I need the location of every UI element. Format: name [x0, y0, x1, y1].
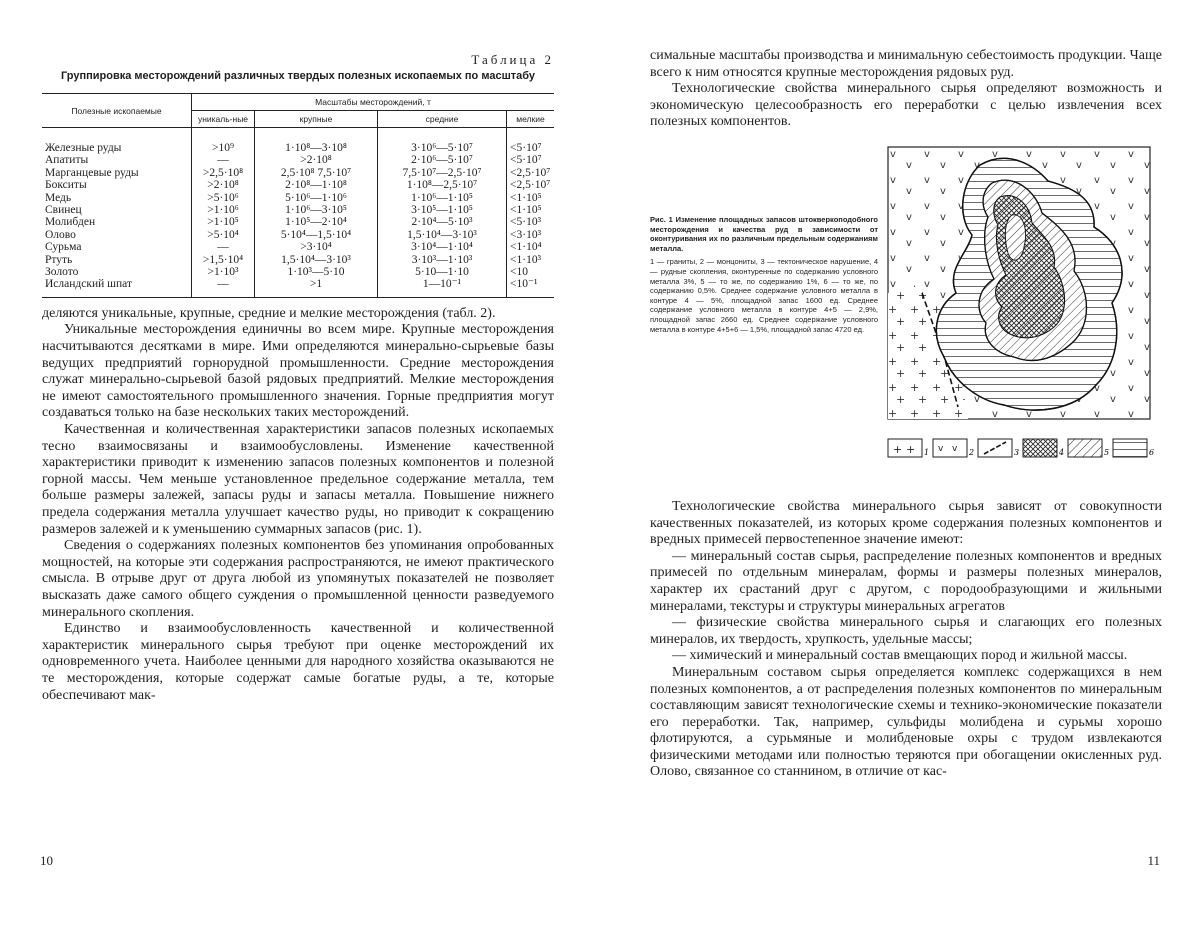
table-row	[42, 128, 554, 155]
small-cell: <1·10⁵	[510, 204, 542, 217]
small-cell: <1·10⁴	[510, 241, 542, 254]
header-small: мелкие	[507, 111, 555, 128]
mineral-cell: Ртуть	[42, 254, 192, 266]
right-page	[600, 0, 1200, 925]
large-cell: 1·10³—5·10	[255, 266, 378, 278]
small-cell: <10⁻¹	[507, 278, 555, 297]
table-row	[42, 216, 554, 228]
table-row	[42, 278, 554, 297]
paragraph: — химический и минеральный состав вмещающих пород и жильной массы.	[672, 648, 1128, 664]
medium-cell: 3·10⁵—1·10⁵	[378, 204, 507, 216]
medium-cell: 3·10⁶—5·10⁷	[378, 128, 507, 155]
medium-cell: 2·10⁴—5·10³	[378, 216, 507, 228]
large-cell: 1·10⁸—3·10⁸	[255, 128, 378, 155]
figure-caption	[650, 143, 878, 473]
medium-cell: 7,5·10⁷—2,5·10⁷	[378, 167, 507, 179]
left-body-text	[42, 306, 554, 704]
large-cell: >2·10⁸	[255, 154, 378, 166]
large-cell: >1	[255, 278, 378, 297]
table-title: Группировка месторождений различных твердых полезных ископаемых по масштабу	[60, 70, 536, 82]
table-row	[42, 154, 554, 166]
mineral-cell: Медь	[42, 192, 192, 204]
table-row	[42, 241, 554, 253]
legend-swatch-fault	[978, 439, 1012, 457]
table-label: Таблица 2	[471, 52, 554, 67]
unique-cell: >1·10⁵	[192, 216, 255, 228]
figure-legend	[888, 439, 1154, 457]
legend-label-4: 4	[1059, 447, 1065, 457]
figure-caption-legend: 1 — граниты, 2 — монцониты, 3 — тектоническое нарушение, 4 — рудные скопления, оконтуренные по содержанию условного металла 3%, 5 — то же, по содержанию 1%, 6 — то же, по содержанию 0,5%. Среднее содержание условного металла в контуре 4 — 5%, площадной запас 1600 ед. Среднее содержание условного металла в контуре 4+5 — 2,9%, площадной запас 2660 ед. Среднее содержание условного металла в контуре 4+5+6 — 1,5%, площадной запас 4720 ед.	[650, 257, 878, 334]
unique-cell: >1,5·10⁴	[192, 254, 255, 266]
svg-text:v: v	[952, 443, 958, 454]
paragraph: — минеральный состав сырья, распределение полезных компонентов и вредных примесей по отдельным минералам, формы и размеры полезных минералов, характер их срастаний друг с другом, с породообразующими и жильными минералами, текстуры и структуры минеральных агрегатов	[650, 548, 1162, 614]
small-cell: <2,5·10⁷	[510, 166, 551, 179]
medium-cell: 1,5·10⁴—3·10³	[378, 229, 507, 241]
legend-swatch-0-5-percent	[1113, 439, 1147, 457]
mineral-cell: Бокситы	[42, 179, 192, 191]
unique-cell: —	[192, 241, 255, 253]
header-scale-group: Масштабы месторождений, т	[192, 94, 555, 111]
mineral-cell: Апатиты	[42, 154, 192, 166]
page-number-left: 10	[40, 853, 53, 868]
large-cell: 5·10⁴—1,5·10⁴	[255, 229, 378, 241]
legend-label-1: 1	[924, 447, 930, 457]
unique-cell: >2,5·10⁸	[192, 167, 255, 179]
unique-cell: >1·10⁶	[192, 204, 255, 216]
unique-cell: >10⁹	[192, 128, 255, 155]
paragraph: Качественная и количественная характеристики запасов полезных ископаемых тесно взаимосвязаны и взаимообусловлены. Изменение качественной характеристики приводит к изменению запасов полезных компонентов и полезной горной массы. Чем меньше установленное предельное содержание металла, тем больше размеры залежей, запасы руды и запасы металла. Повышение нижнего предела содержания металла улучшает качество руды, но приводит к сокращению размеров залежей и к уменьшению суммарных запасов (рис. 1).	[42, 422, 554, 537]
small-cell: <2,5·10⁷	[510, 179, 551, 192]
small-cell: <3·10³	[510, 228, 542, 241]
legend-label-2: 2	[969, 447, 975, 457]
legend-swatch-1-percent	[1068, 439, 1102, 457]
page-number-right: 11	[1147, 853, 1160, 868]
unique-cell: >5·10⁶	[192, 192, 255, 204]
medium-cell: 3·10⁴—1·10⁴	[378, 241, 507, 253]
mineral-cell: Марганцевые руды	[42, 167, 192, 179]
legend-label-5: 5	[1104, 447, 1110, 457]
svg-text:+: +	[906, 442, 916, 456]
table-row	[42, 229, 554, 241]
table-row	[42, 167, 554, 179]
header-mineral: Полезные ископаемые	[42, 94, 192, 128]
mineral-cell: Железные руды	[42, 128, 192, 155]
paragraph: Уникальные месторождения единичны во всем мире. Крупные месторождения насчитываются десятками в мире. Ими определяются минерально-сырьевые базы ведущих предприятий горнорудной промышленности. Средние месторождения служат минерально-сырьевой базой рядовых предприятий. Мелкие месторождения не имеют самостоятельного промышленного значения. Горные предприятия могут создаваться только на базе нескольких таких месторождений.	[42, 322, 554, 421]
unique-cell: >1·10³	[192, 266, 255, 278]
figure-1	[650, 143, 1162, 473]
large-cell: >3·10⁴	[255, 241, 378, 253]
medium-cell: 1—10⁻¹	[378, 278, 507, 297]
small-cell: <1·10³	[510, 253, 542, 266]
figure-caption-title: Рис. 1 Изменение площадных запасов штокверкоподобного месторождения и качества руд в зависимости от оконтуривания их по различным предельным содержаниям металла.	[650, 214, 878, 253]
large-cell: 1·10⁵—2·10⁴	[255, 216, 378, 228]
svg-text:v: v	[938, 443, 944, 454]
large-cell: 1,5·10⁴—3·10³	[255, 254, 378, 266]
unique-cell: —	[192, 278, 255, 297]
table-row	[42, 204, 554, 216]
legend-label-6: 6	[1149, 447, 1155, 457]
table-row	[42, 266, 554, 278]
small-cell: <1·10⁵	[510, 191, 542, 204]
paragraph: Технологические свойства минерального сырья определяют возможность и экономическую целесообразность его переработки с целью извлечения всех полезных компонентов.	[650, 81, 1162, 130]
legend-swatch-3-percent	[1023, 439, 1057, 457]
mineral-cell: Золото	[42, 266, 192, 278]
deposit-scale-table	[42, 93, 554, 298]
header-unique: уникаль-ные	[192, 111, 255, 128]
deposit-contour-diagram	[884, 143, 1160, 473]
mineral-cell: Сурьма	[42, 241, 192, 253]
large-cell: 1·10⁶—3·10⁵	[255, 204, 378, 216]
header-large: крупные	[255, 111, 378, 128]
mineral-cell: Молибден	[42, 216, 192, 228]
small-cell: <5·10⁷	[510, 142, 542, 154]
paragraph: Минеральным составом сырья определяется комплекс содержащихся в нем полезных компонентов, а от распределения полезных компонентов по минеральным составляющим зависят технологические схемы и технико-экономические показатели его переработки. Так, например, сульфиды молибдена и сурьмы хорошо флотируются, а сурьмяные и молибденовые охры с трудом извлекаются физическими методами или полностью теряются при обогащении окисленных руд. Олово, связанное со станнином, в отличие от кас-	[650, 664, 1162, 780]
paragraph: — физические свойства минерального сырья и слагающих его полезных минералов, их твердость, хрупкость, удельные массы;	[650, 615, 1162, 647]
right-top-text	[650, 48, 1162, 131]
mineral-cell: Олово	[42, 229, 192, 241]
unique-cell: >5·10⁴	[192, 229, 255, 241]
table-row	[42, 179, 554, 191]
medium-cell: 2·10⁶—5·10⁷	[378, 154, 507, 166]
medium-cell: 1·10⁸—2,5·10⁷	[378, 179, 507, 191]
table-row	[42, 192, 554, 204]
medium-cell: 5·10—1·10	[378, 266, 507, 278]
paragraph: Технологические свойства минерального сырья зависят от совокупности качественных показателей, из которых кроме содержания полезных компонентов и вредных примесей первостепенное значение имеют:	[650, 498, 1162, 548]
legend-label-3: 3	[1014, 447, 1020, 457]
small-cell: <10	[510, 266, 528, 279]
svg-text:+: +	[893, 442, 903, 456]
header-medium: средние	[378, 111, 507, 128]
small-cell: <5·10³	[510, 216, 542, 229]
paragraph: деляются уникальные, крупные, средние и мелкие месторождения (табл. 2).	[42, 305, 496, 321]
mineral-cell: Исландский шпат	[42, 278, 192, 297]
large-cell: 2,5·10⁸ 7,5·10⁷	[255, 167, 378, 179]
mineral-cell: Свинец	[42, 204, 192, 216]
paragraph: симальные масштабы производства и минимальную себестоимость продукции. Чаще всего к ним относятся крупные месторождения рядовых руд.	[650, 48, 1162, 80]
table-row	[42, 254, 554, 266]
right-body-text	[650, 499, 1162, 781]
large-cell: 2·10⁸—1·10⁸	[255, 179, 378, 191]
unique-cell: —	[192, 154, 255, 166]
large-cell: 5·10⁶—1·10⁶	[255, 192, 378, 204]
unique-cell: >2·10⁸	[192, 179, 255, 191]
small-cell: <5·10⁷	[510, 154, 542, 167]
medium-cell: 3·10³—1·10³	[378, 254, 507, 266]
paragraph: Единство и взаимообусловленность качественной и количественной характеристик минерального сырья требуют при оценке месторождений их одновременного учета. Наиболее ценными для народного хозяйства оказываются не те месторождения, которые содержат самые богатые руды, а те, которые обеспечивают мак-	[42, 621, 554, 703]
paragraph: Сведения о содержаниях полезных компонентов без упоминания опробованных мощностей, на которые эти содержания распространяются, не имеют практического смысла. В отрыве друг от друга любой из упомянутых показателей не позволяет высказать даже самого общего суждения о промышленной ценности разведуемого минерального скопления.	[42, 538, 554, 620]
medium-cell: 1·10⁶—1·10⁵	[378, 192, 507, 204]
